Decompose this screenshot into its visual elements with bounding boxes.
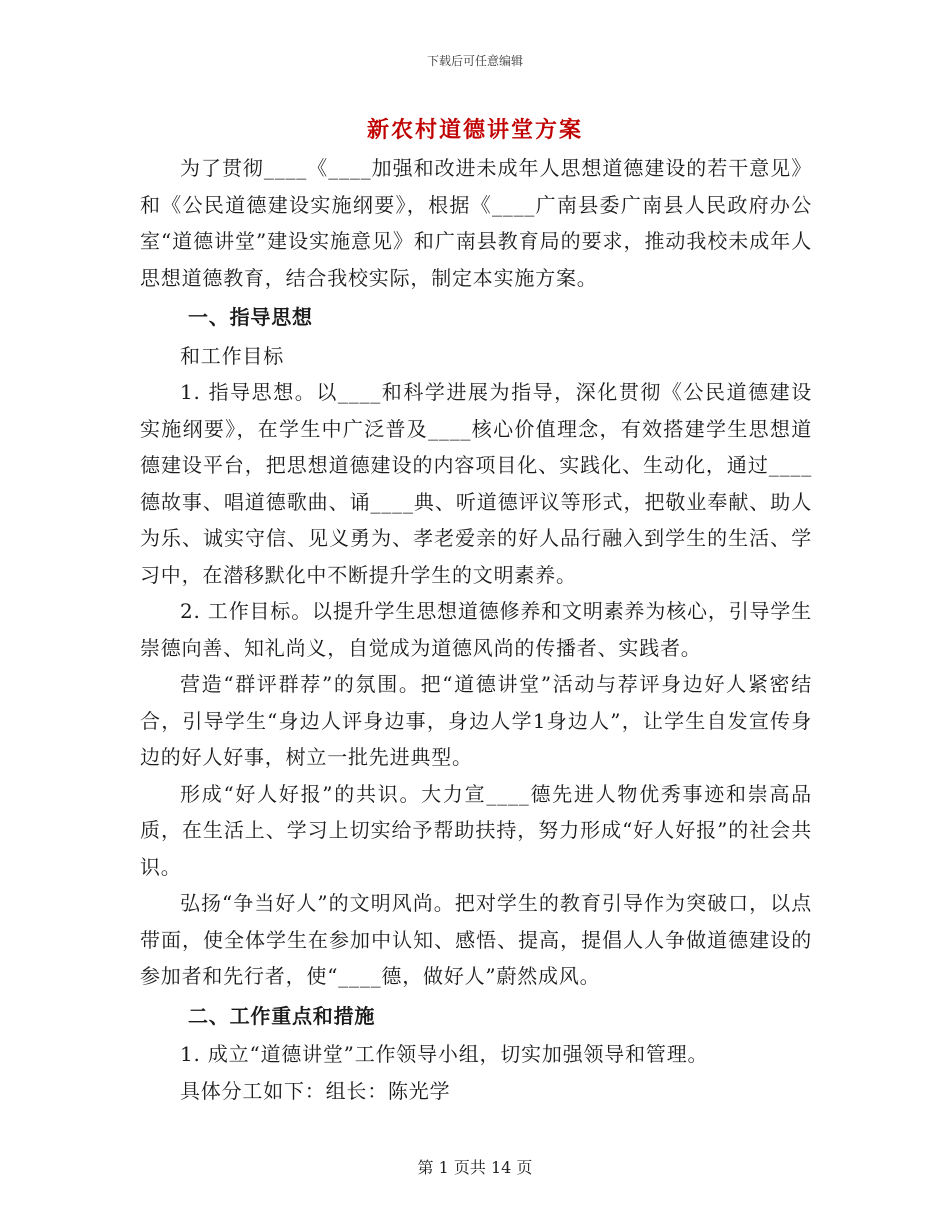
paragraph: 1. 成立“道德讲堂”工作领导小组，切实加强领导和管理。 bbox=[180, 1042, 709, 1066]
header-note: 下载后可任意编辑 bbox=[426, 54, 523, 68]
section-heading: 二、工作重点和措施 bbox=[188, 1003, 376, 1028]
page-footer: 第 1 页共 14 页 bbox=[417, 1158, 533, 1177]
paragraph: 和工作目标 bbox=[180, 343, 284, 368]
paragraph: 形成“好人好报”的共识。大力宣____德先进人物优秀事迹和崇高品质，在生活上、学习上切实给予帮助扶持，努力形成“好人好报”的社会共识。 bbox=[140, 781, 812, 879]
document-title: 新农村道德讲堂方案 bbox=[366, 117, 583, 143]
document-body bbox=[140, 150, 812, 1109]
paragraph: 2. 工作目标。以提升学生思想道德修养和文明素养为核心，引导学生崇德向善、知礼尚义，自觉成为道德风尚的传播者、实践者。 bbox=[140, 599, 812, 660]
section-heading: 一、指导思想 bbox=[188, 305, 313, 329]
paragraph: 为了贯彻____《____加强和改进未成年人思想道德建设的若干意见》和《公民道德建设实施纲要》，根据《____广南县委广南县人民政府办公室“道德讲堂”建设实施意见》和广南县教育局的要求，推动我校未成年人思想道德教育，结合我校实际，制定本实施方案。 bbox=[140, 156, 812, 290]
paragraph: 1. 指导思想。以____和科学进展为指导，深化贯彻《公民道德建设实施纲要》，在学生中广泛普及____核心价值理念，有效搭建学生思想道德建设平台，把思想道德建设的内容项目化、实践化、生动化，通过____德故事、唱道德歌曲、诵____典、听道德评议等形式，把敬业奉献、助人为乐、诚实守信、见义勇为、孝老爱亲的好人品行融入到学生的生活、学习中，在潜移默化中不断提升学生的文明素养。 bbox=[140, 380, 812, 587]
paragraph: 具体分工如下：组长：陈光学 bbox=[180, 1078, 451, 1103]
paragraph: 弘扬“争当好人”的文明风尚。把对学生的教育引导作为突破口，以点带面，使全体学生在参加中认知、感悟、提高，提倡人人争做道德建设的参加者和先行者，使“____德，做好人”蔚然成风。 bbox=[140, 891, 812, 988]
paragraph: 营造“群评群荐”的氛围。把“道德讲堂”活动与荐评身边好人紧密结合，引导学生“身边人评身边事，身边人学1身边人”，让学生自发宣传身边的好人好事，树立一批先进典型。 bbox=[140, 672, 812, 769]
